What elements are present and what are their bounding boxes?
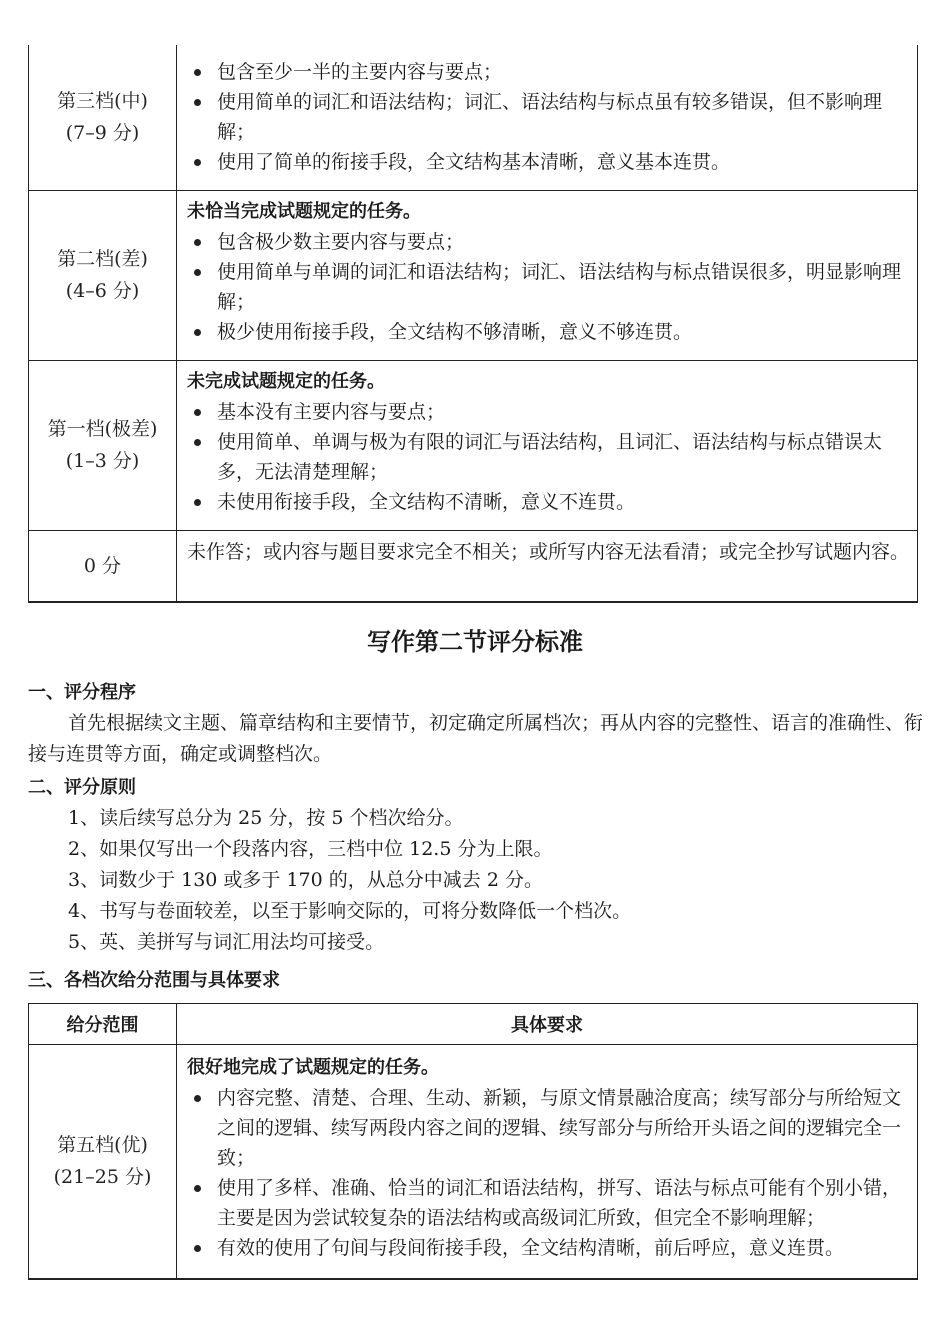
grade-level-cell [29,1045,177,1279]
zero-score-description: 未作答；或内容与题目要求完全不相关；或所写内容无法看清；或完全抄写试题内容。 [187,540,910,563]
list-item: 使用了简单的衔接手段，全文结构基本清晰，意义基本连贯。 [187,147,909,177]
requirements-list [187,57,909,177]
grade-requirements-cell [177,530,918,602]
table-row [29,530,918,602]
grade-requirements-cell [177,360,918,530]
section-scoring-procedure [28,677,923,770]
list-item: 有效的使用了句间与段间衔接手段，全文结构清晰，前后呼应，意义连贯。 [187,1233,909,1263]
grade-level-cell [29,360,177,530]
grade-requirements-cell [177,1045,918,1279]
grade-score-range: (4–6 分) [65,280,140,302]
section-heading: 一、评分程序 [28,682,136,703]
column-header-score-range: 给分范围 [29,1004,177,1045]
list-item: 未使用衔接手段，全文结构不清晰，意义不连贯。 [187,487,909,517]
grade-requirements-cell [177,190,918,360]
grade-score-range: (21–25 分) [53,1166,152,1189]
list-item: 4、书写与卷面较差，以至于影响交际的，可将分数降低一个档次。 [68,900,632,922]
list-item: 使用简单、单调与极为有限的词汇与语法结构，且词汇、语法结构与标点错误太多，无法清楚理解； [187,427,909,487]
list-item: 使用了多样、准确、恰当的词汇和语法结构，拼写、语法与标点可能有个别小错，主要是因为尝试较复杂的语法结构或高级词汇所致，但完全不影响理解； [187,1173,909,1233]
list-item: 基本没有主要内容与要点； [187,397,909,427]
grade-level-cell [29,190,177,360]
grade-summary: 未恰当完成试题规定的任务。 [187,200,421,222]
grade-score-range: (1–3 分) [65,450,140,472]
table-row [29,45,918,190]
section-heading: 三、各档次给分范围与具体要求 [28,970,280,991]
column-header-requirements: 具体要求 [177,1004,918,1045]
grade-level-name: 0 分 [83,554,122,577]
table-header-row [29,1004,918,1045]
grade-level-name: 第二档(差) [57,248,148,270]
list-item: 包含至少一半的主要内容与要点； [187,57,909,87]
list-item: 2、如果仅写出一个段落内容，三档中位 12.5 分为上限。 [68,838,553,860]
grading-table-part1 [28,45,918,603]
principles-list [28,803,923,958]
list-item: 使用简单的词汇和语法结构；词汇、语法结构与标点虽有较多错误，但不影响理解； [187,87,909,147]
grade-summary: 很好地完成了试题规定的任务。 [187,1057,439,1078]
table-row [29,360,918,530]
section-title: 写作第二节评分标准 [367,628,583,656]
grade-level-cell [29,530,177,602]
section-scoring-principles [28,772,923,958]
requirements-list [187,227,909,347]
section-grade-ranges [28,965,923,996]
grade-level-name: 第一档(极差) [47,418,158,440]
grading-table-part2 [28,1003,918,1280]
list-item: 内容完整、清楚、合理、生动、新颖，与原文情景融洽度高；续写部分与所给短文之间的逻辑、续写两段内容之间的逻辑、续写部分与所给开头语之间的逻辑完全一致； [187,1083,909,1173]
table-row [29,190,918,360]
grade-level-name: 第三档(中) [57,90,148,113]
requirements-list [187,397,909,517]
list-item: 5、英、美拼写与词汇用法均可接受。 [68,931,385,953]
grade-summary: 未完成试题规定的任务。 [187,370,385,392]
list-item: 1、读后续写总分为 25 分，按 5 个档次给分。 [68,807,464,829]
grade-level-name: 第五档(优) [57,1134,148,1157]
grade-level-cell [29,45,177,190]
paragraph: 首先根据续文主题、篇章结构和主要情节，初定确定所属档次；再从内容的完整性、语言的准确性、衔接与连贯等方面，确定或调整档次。 [28,712,924,765]
list-item: 使用简单与单调的词汇和语法结构；词汇、语法结构与标点错误很多，明显影响理解； [187,257,909,317]
list-item: 包含极少数主要内容与要点； [187,227,909,257]
table-row [29,1045,918,1279]
section-heading: 二、评分原则 [28,777,136,798]
list-item: 3、词数少于 130 或多于 170 的，从总分中减去 2 分。 [68,869,543,891]
list-item: 极少使用衔接手段，全文结构不够清晰，意义不够连贯。 [187,317,909,347]
grade-requirements-cell [177,45,918,190]
requirements-list [187,1083,909,1263]
grade-score-range: (7–9 分) [65,122,140,145]
